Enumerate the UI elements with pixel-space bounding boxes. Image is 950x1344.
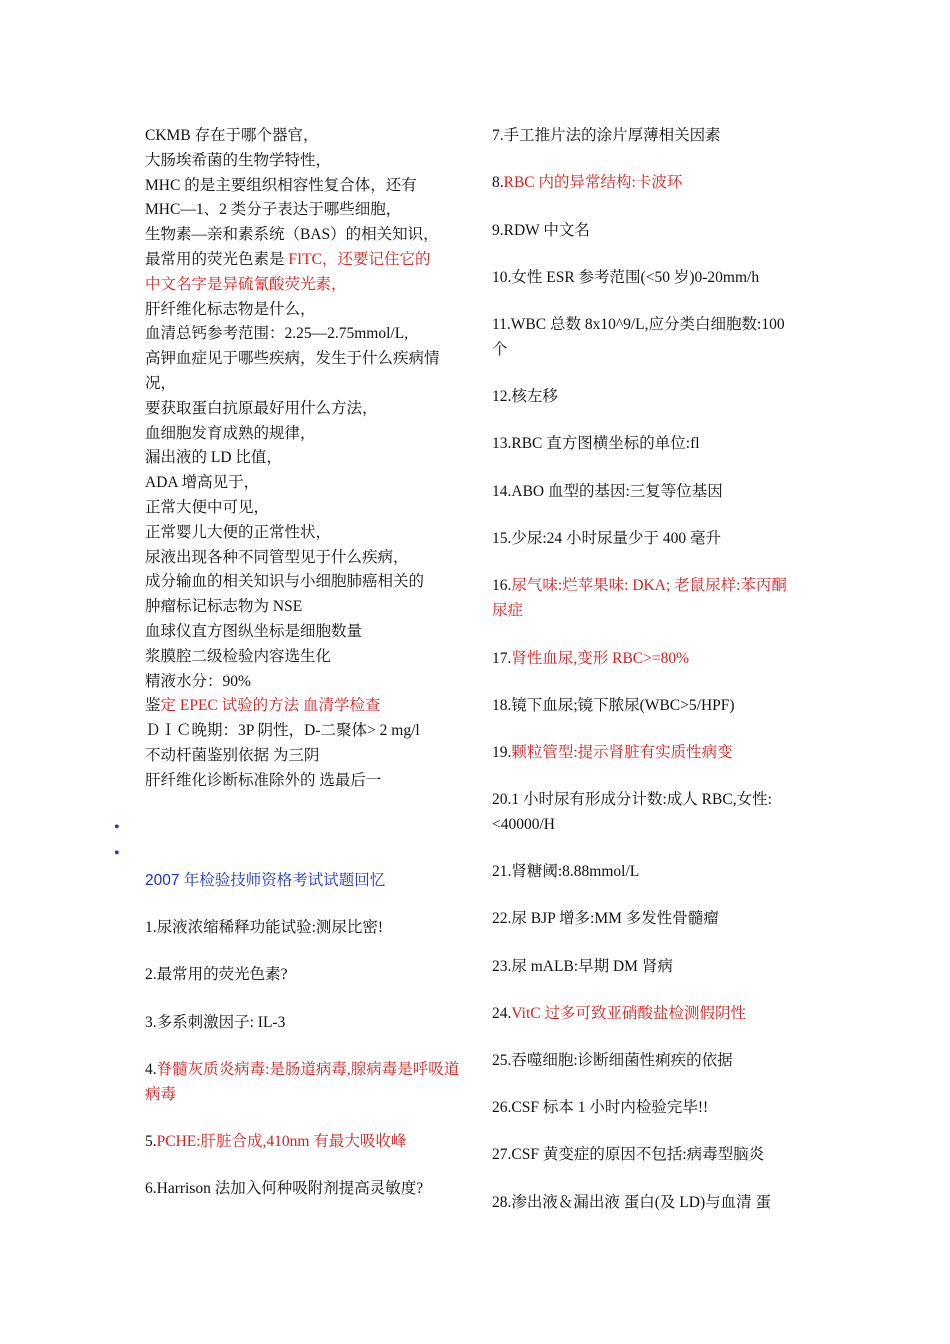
note-line — [145, 197, 465, 222]
note-line — [145, 297, 465, 322]
note-line — [145, 321, 465, 346]
question-item — [492, 646, 802, 671]
text-segment: MHC 的是主要组织相容性复合体，还有 — [145, 176, 417, 194]
question-item — [492, 787, 802, 837]
text-segment: 肝纤维化诊断标准除外的 选最后一 — [145, 771, 382, 789]
highlight-text: RBC 内的异常结构:卡波环 — [503, 174, 683, 191]
text-segment: 11.WBC 总数 8x10^9/L,应分类白细胞数:100 个 — [492, 316, 785, 358]
text-segment: 血球仪直方图纵坐标是细胞数量 — [145, 623, 363, 640]
text-segment: 正常婴儿大便的正常性状， — [145, 523, 332, 541]
text-segment: 12.核左移 — [492, 388, 558, 405]
text-segment: 20.1 小时尿有形成分计数:成人 RBC,女性:<40000/H — [492, 791, 772, 833]
question-item — [145, 1010, 465, 1035]
highlight-text: 颗粒管型:提示肾脏有实质性病变 — [511, 744, 733, 761]
text-segment: 4. — [145, 1061, 157, 1078]
bullet-2: • — [114, 845, 120, 862]
note-line — [145, 768, 465, 793]
note-line — [145, 346, 465, 371]
text-segment: 漏出液的 LD 比值， — [145, 449, 282, 467]
text-segment: 27.CSF 黄变症的原因不包括:病毒型脑炎 — [492, 1146, 765, 1163]
question-item — [492, 479, 802, 504]
text-segment: 肝纤维化标志物是什么， — [145, 300, 316, 318]
text-segment: 要获取蛋白抗原最好用什么方法， — [145, 399, 378, 417]
note-line — [145, 272, 465, 297]
text-segment: 14.ABO 血型的基因:三复等位基因 — [492, 483, 723, 500]
text-segment: 9.RDW 中文名 — [492, 222, 590, 239]
text-segment: 16. — [492, 577, 512, 594]
question-item — [492, 1048, 802, 1073]
text-segment: 18.镜下血尿;镜下脓尿(WBC>5/HPF) — [492, 697, 735, 714]
text-segment: 正常大便中可见， — [145, 499, 270, 516]
question-item — [145, 962, 465, 987]
section-title: 2007 年检验技师资格考试试题回忆 — [145, 872, 386, 889]
question-item — [492, 431, 802, 456]
text-segment: 24. — [492, 1005, 512, 1022]
text-segment: 28.渗出液＆漏出液 蛋白(及 LD)与血清 蛋 — [492, 1194, 771, 1211]
text-segment: 大肠埃希菌的生物学特性， — [145, 151, 332, 169]
note-line — [145, 396, 465, 421]
note-line — [145, 669, 465, 694]
note-line — [145, 569, 465, 594]
highlight-text: 脊髓灰质炎病毒:是肠道病毒,腺病毒是呼吸道病毒 — [145, 1061, 460, 1103]
text-segment: 鉴 — [145, 697, 161, 715]
note-line — [145, 619, 465, 644]
text-segment: 23.尿 mALB:早期 DM 肾病 — [492, 958, 673, 975]
text-segment: 高钾血症见于哪些疾病，发生于什么疾病情 — [145, 350, 440, 368]
bullet-1: • — [114, 819, 120, 836]
note-line — [145, 470, 465, 495]
text-segment: 8. — [492, 174, 504, 191]
note-line — [145, 445, 465, 470]
question-item — [492, 740, 802, 765]
note-line — [145, 718, 465, 743]
text-segment: 不动杆菌鉴别依据 为三阴 — [145, 747, 320, 764]
text-segment: 15.少尿:24 小时尿量少于 400 毫升 — [492, 530, 722, 547]
question-item — [492, 265, 802, 290]
text-segment: 22.尿 BJP 增多:MM 多发性骨髓瘤 — [492, 910, 719, 927]
text-segment: 5. — [145, 1133, 157, 1150]
question-item — [492, 693, 802, 718]
highlight-text: 肾性血尿,变形 RBC>=80% — [511, 650, 690, 667]
question-item — [492, 859, 802, 884]
question-item — [492, 384, 802, 409]
question-item — [492, 954, 802, 979]
question-item — [145, 1129, 465, 1154]
text-segment: 生物素—亲和素系统（BAS）的相关知识， — [145, 226, 439, 244]
text-segment: MHC—1、2 类分子表达于哪些细胞， — [145, 201, 402, 219]
text-segment: 10.女性 ESR 参考范围(<50 岁)0-20mm/h — [492, 269, 760, 286]
note-line — [145, 247, 465, 272]
question-item — [492, 1190, 802, 1215]
note-line — [145, 421, 465, 446]
text-segment: 血清总钙参考范围：2.25—2.75mmol/L, — [145, 325, 409, 343]
question-item — [145, 1057, 465, 1107]
text-segment: 6.Harrison 法加入何种吸附剂提高灵敏度? — [145, 1180, 424, 1197]
text-segment: 浆膜腔二级检验内容选生化 — [145, 647, 332, 665]
note-line — [145, 693, 465, 718]
question-item — [492, 1001, 802, 1026]
note-line — [145, 644, 465, 669]
highlight-text: FITC，还要记住它的 — [288, 251, 431, 268]
highlight-text: PCHE:肝脏合成,410nm 有最大吸收峰 — [156, 1133, 407, 1150]
question-item — [145, 1176, 465, 1201]
text-segment: 血细胞发育成熟的规律， — [145, 424, 316, 442]
note-line — [145, 148, 465, 173]
question-item — [492, 573, 802, 623]
note-line — [145, 123, 465, 148]
question-item — [492, 526, 802, 551]
highlight-text: 尿气味:烂苹果味: DKA; 老鼠尿样:苯丙酮尿症 — [492, 577, 787, 619]
text-segment: 26.CSF 标本 1 小时内检验完毕!! — [492, 1099, 709, 1116]
note-line — [145, 743, 465, 768]
text-segment: 13.RBC 直方图横坐标的单位:fl — [492, 435, 700, 452]
text-segment: 尿液出现各种不同管型见于什么疾病， — [145, 548, 409, 566]
text-segment: 25.吞噬细胞:诊断细菌性痢疾的依据 — [492, 1052, 733, 1069]
text-segment: 19. — [492, 744, 512, 761]
text-segment: 1.尿液浓缩稀释功能试验:测尿比密! — [145, 919, 384, 936]
note-line — [145, 520, 465, 545]
text-segment: CKMB 存在于哪个器官， — [145, 127, 319, 144]
highlight-text: 定 EPEC 试验的方法 血清学检查 — [160, 697, 381, 715]
question-item — [492, 906, 802, 931]
note-line — [145, 222, 465, 247]
note-line — [145, 545, 465, 570]
highlight-text: VitC 过多可致亚硝酸盐检测假阴性 — [511, 1005, 746, 1022]
note-line — [145, 594, 465, 619]
note-line — [145, 173, 465, 198]
text-segment: 21.肾糖阈:8.88mmol/L — [492, 863, 640, 880]
question-item — [492, 1095, 802, 1120]
text-segment: ADA 增高见于， — [145, 474, 260, 492]
question-item — [492, 312, 802, 362]
text-segment: 况， — [145, 375, 177, 392]
text-segment: 2.最常用的荧光色素? — [145, 966, 288, 983]
question-item — [492, 123, 802, 148]
question-item — [492, 218, 802, 243]
question-item — [492, 170, 802, 195]
text-segment: ＤＩＣ晚期：3P 阴性，D-二聚体> 2 mg/l — [145, 722, 420, 740]
highlight-text: 中文名字是异硫氰酸荧光素， — [145, 275, 347, 293]
note-line — [145, 371, 465, 396]
text-segment: 成分输血的相关知识与小细胞肺癌相关的 — [145, 573, 425, 591]
text-segment: 17. — [492, 650, 512, 667]
text-segment: 肿瘤标记标志物为 NSE — [145, 598, 303, 616]
text-segment: 7.手工推片法的涂片厚薄相关因素 — [492, 127, 721, 144]
text-segment: 最常用的荧光色素是 — [145, 251, 289, 268]
note-line — [145, 495, 465, 520]
question-item — [492, 1142, 802, 1167]
question-item — [145, 915, 465, 940]
text-segment: 精液水分：90% — [145, 672, 251, 690]
text-segment: 3.多系刺激因子: IL-3 — [145, 1014, 286, 1031]
